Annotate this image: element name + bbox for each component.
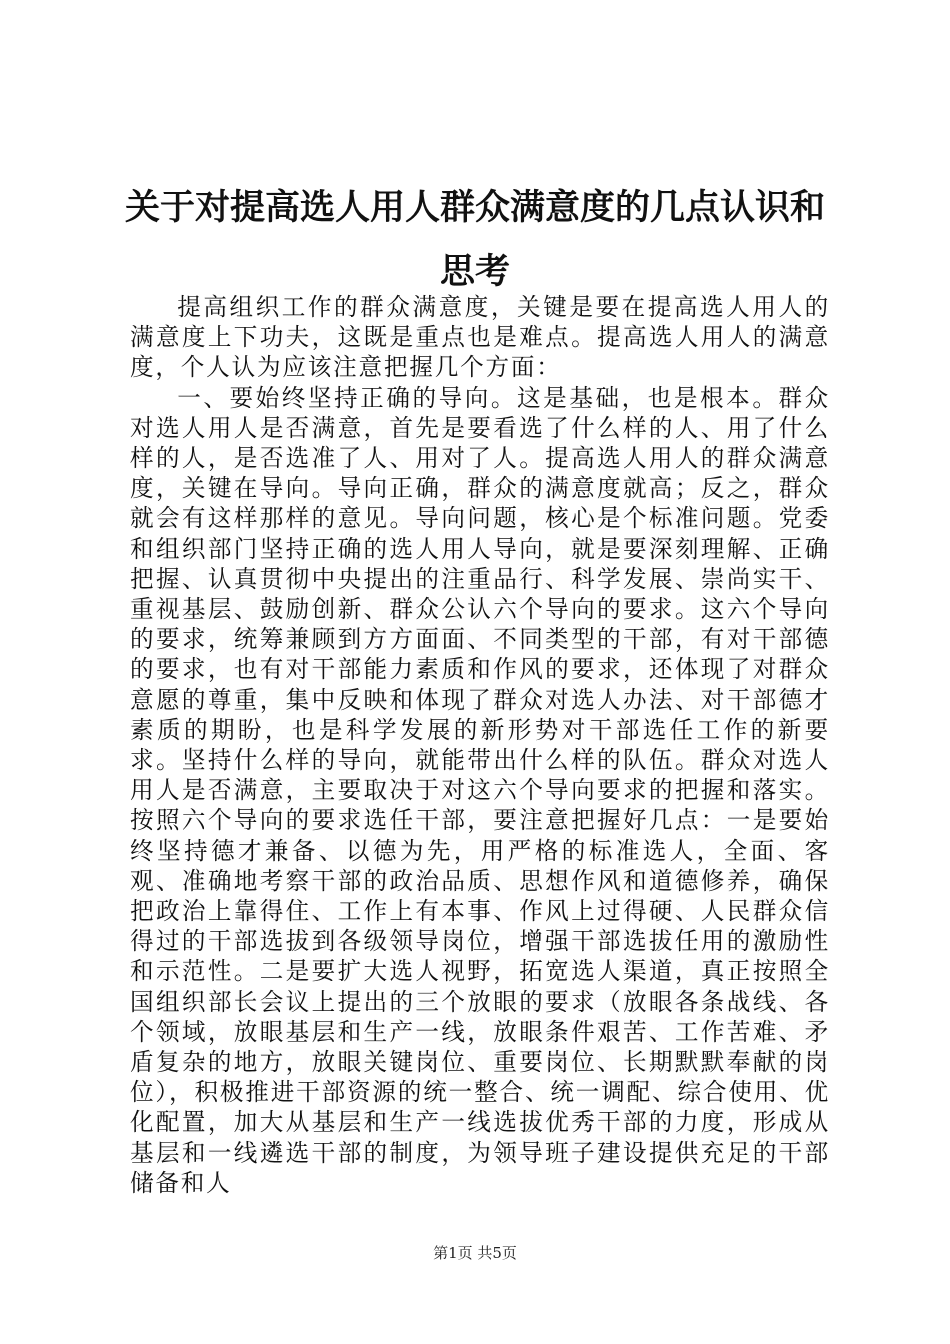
page-footer: 第1页 共5页 — [433, 1244, 517, 1262]
document-body — [130, 292, 830, 1198]
paragraph-guidance: 一、要始终坚持正确的导向。这是基础，也是根本。群众对选人用人是否满意，首先是要看选了什么样的人、用了什么样的人，是否选准了人、用对了人。提高选人用人的群众满意度，关键在导向。导向正确，群众的满意度就高；反之，群众就会有这样那样的意见。导向问题，核心是个标准问题。党委和组织部门坚持正确的选人用人导向，就是要深刻理解、正确把握、认真贯彻中央提出的注重品行、科学发展、崇尚实干、重视基层、鼓励创新、群众公认六个导向的要求。这六个导向的要求，统筹兼顾到方方面面、不同类型的干部，有对干部德的要求，也有对干部能力素质和作风的要求，还体现了对群众意愿的尊重，集中反映和体现了群众对选人办法、对干部德才素质的期盼，也是科学发展的新形势对干部选任工作的新要求。坚持什么样的导向，就能带出什么样的队伍。群众对选人用人是否满意，主要取决于对这六个导向要求的把握和落实。按照六个导向的要求选任干部，要注意把握好几点：一是要始终坚持德才兼备、以德为先，用严格的标准选人，全面、客观、准确地考察干部的政治品质、思想作风和道德修养，确保把政治上靠得住、工作上有本事、作风上过得硬、人民群众信得过的干部选拔到各级领导岗位，增强干部选拔任用的激励性和示范性。二是要扩大选人视野，拓宽选人渠道，真正按照全国组织部长会议上提出的三个放眼的要求（放眼各条战线、各个领域，放眼基层和生产一线，放眼条件艰苦、工作苦难、矛盾复杂的地方，放眼关键岗位、重要岗位、长期默默奉献的岗位），积极推进干部资源的统一整合、统一调配、综合使用、优化配置，加大从基层和生产一线选拔优秀干部的力度，形成从基层和一线遴选干部的制度，为领导班子建设提供充足的干部储备和人 — [130, 383, 830, 1197]
document-title: 关于对提高选人用人群众满意度的几点认识和思考 — [124, 187, 825, 292]
paragraph-intro: 提高组织工作的群众满意度，关键是要在提高选人用人的满意度上下功夫，这既是重点也是难点。提高选人用人的满意度，个人认为应该注意把握几个方面： — [130, 293, 830, 382]
